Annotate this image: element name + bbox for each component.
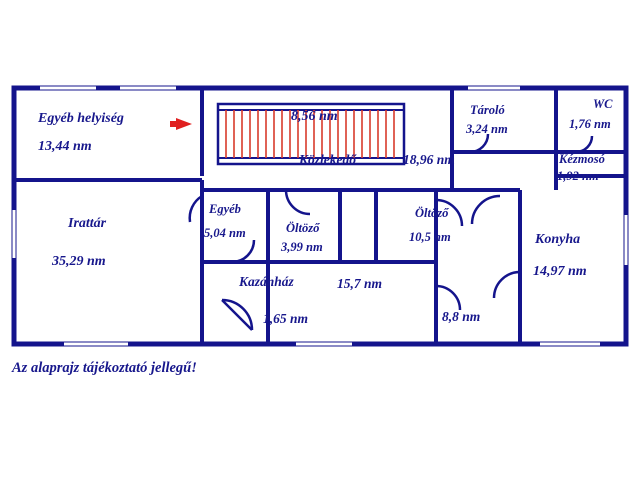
room-area-irattar: 35,29 nm	[52, 254, 106, 269]
room-label-wc: WC	[593, 97, 613, 111]
room-label-irattar: Irattár	[68, 216, 107, 231]
area-room-88: 8,8 nm	[442, 309, 481, 324]
room-area-kazanhaz: 1,65 nm	[263, 311, 309, 326]
room-area-wc: 1,76 nm	[569, 117, 611, 131]
room-label-kezmoso: Kézmosó	[559, 152, 605, 166]
room-area-oltozo-2: 10,5 nm	[409, 230, 451, 244]
room-area-oltozo-1: 3,99 nm	[281, 240, 323, 254]
room-area-kozlekedo: 18,96 nm	[403, 152, 455, 167]
room-label-tarolo: Tároló	[470, 103, 505, 117]
room-area-tarolo: 3,24 nm	[466, 122, 508, 136]
room-label-konyha: Konyha	[535, 232, 581, 247]
room-area-konyha: 14,97 nm	[533, 264, 587, 279]
area-stairs: 8,56 nm	[291, 109, 338, 124]
room-label-oltozo-2: Öltöző	[415, 206, 449, 220]
room-label-oltozo-1: Öltöző	[286, 221, 320, 235]
room-label-egyeb: Egyéb	[209, 202, 241, 216]
room-label-egyeb-helyiseg: Egyéb helyiség	[38, 111, 124, 126]
room-label-kazanhaz: Kazánház	[239, 274, 294, 289]
room-label-kozlekedo: Közlekedő	[299, 152, 356, 167]
room-area-egyeb-helyiseg: 13,44 nm	[38, 139, 92, 154]
disclaimer-note: Az alaprajz tájékoztató jellegű!	[12, 360, 197, 376]
area-hall-157: 15,7 nm	[337, 276, 383, 291]
room-area-kezmoso: 1,92 nm	[557, 169, 599, 183]
room-area-egyeb: 5,04 nm	[204, 226, 246, 240]
entrance-arrow-icon	[170, 118, 192, 130]
